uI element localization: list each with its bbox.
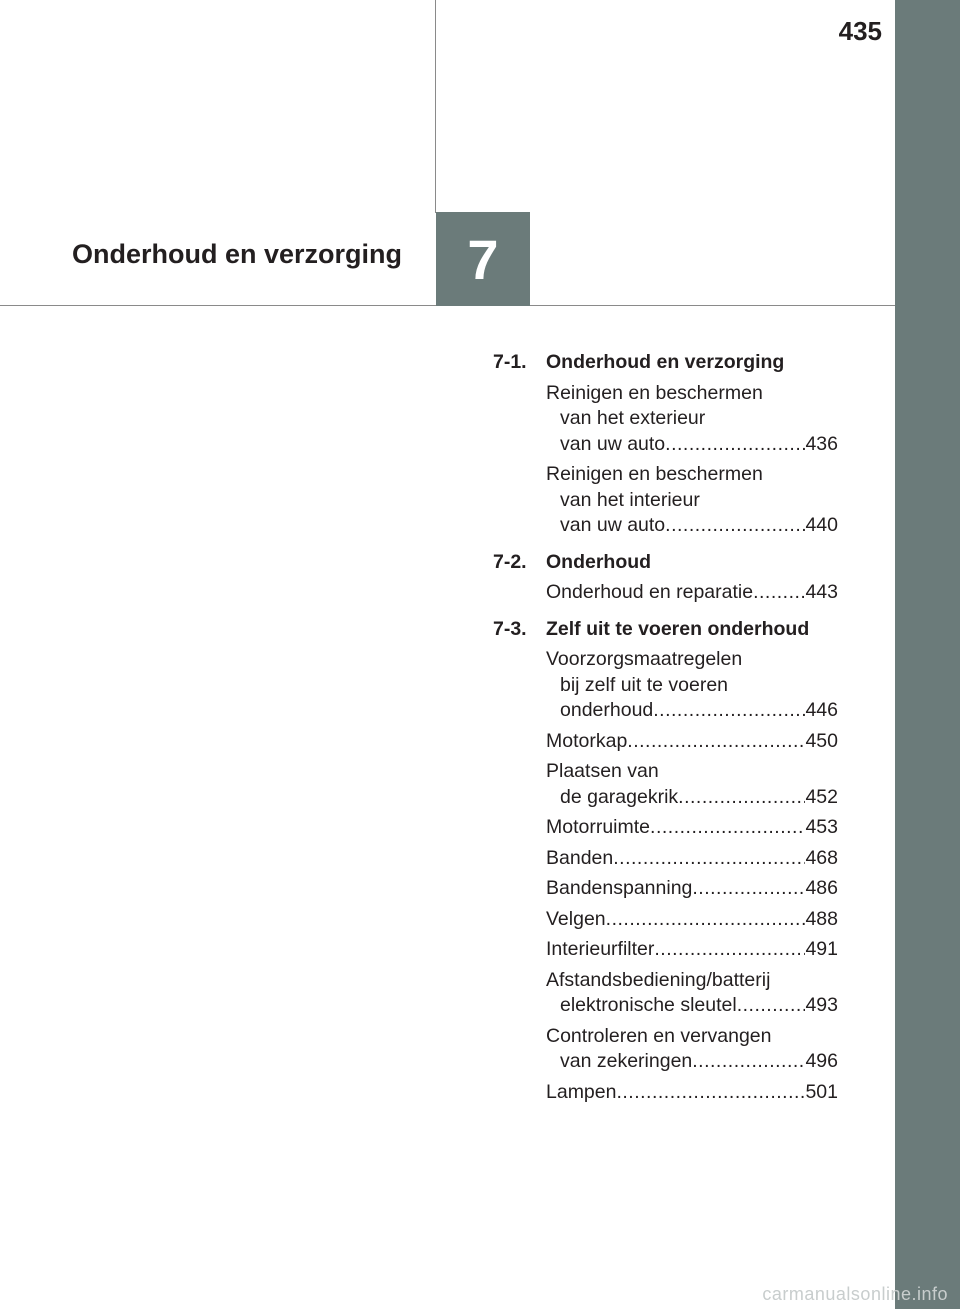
entry-line: Voorzorgsmaatregelen (546, 648, 743, 670)
entry-line: Afstandsbediening/batterij (546, 968, 771, 991)
section-title: Zelf uit te voeren onderhoud (546, 617, 810, 640)
toc-entry-lampen[interactable] (546, 1080, 838, 1106)
entry-line: de garagekrik (560, 785, 679, 808)
dot-leader (665, 432, 805, 458)
toc-entry-motorkap[interactable] (546, 729, 838, 755)
entry-leader-line (546, 876, 838, 902)
table-of-contents (493, 350, 838, 1110)
section-title: Onderhoud (546, 550, 652, 573)
dot-leader (753, 580, 805, 606)
chapter-side-tab (895, 0, 960, 1309)
entry-leader-line (546, 432, 838, 458)
dot-leader (678, 785, 805, 811)
entry-line: Reinigen en beschermen (546, 463, 763, 485)
entry-line: Onderhoud en reparatie (546, 581, 754, 603)
entry-page-number: 436 (805, 432, 838, 455)
section-number: 7-2. (493, 550, 527, 573)
entry-leader-line (546, 698, 838, 724)
entry-page-number: 452 (805, 785, 838, 808)
dot-leader (650, 815, 805, 841)
dot-leader (653, 698, 805, 724)
toc-entry-voorzorgsmaatregelen[interactable] (546, 647, 838, 724)
dot-leader (654, 937, 805, 963)
toc-section-7-2 (493, 550, 838, 576)
entry-page-number: 446 (805, 699, 838, 721)
toc-entry-banden[interactable] (546, 846, 838, 872)
entry-page-number: 468 (805, 846, 838, 869)
entry-line: Reinigen en beschermen (546, 381, 763, 404)
entry-page-number: 496 (805, 1050, 838, 1072)
entry-page-number: 493 (805, 994, 838, 1016)
toc-section-7-1 (493, 350, 838, 376)
entry-page-number: 443 (805, 581, 838, 603)
dot-leader (606, 907, 806, 933)
section-number: 7-3. (493, 617, 527, 640)
toc-entry-interieur[interactable] (546, 462, 838, 539)
entry-line: bij zelf uit te voeren (560, 673, 729, 696)
toc-entry-zekeringen[interactable] (546, 1024, 838, 1075)
entry-leader-line (546, 937, 838, 963)
entry-leader-line (546, 785, 838, 811)
entry-line: onderhoud (560, 699, 654, 721)
dot-leader (737, 993, 806, 1019)
toc-entry-onderhoud-reparatie[interactable] (546, 580, 838, 606)
dot-leader (692, 876, 805, 902)
dot-leader (692, 1049, 805, 1075)
section-title: Onderhoud en verzorging (546, 351, 785, 373)
toc-entry-motorruimte[interactable] (546, 815, 838, 841)
entry-line: van uw auto (560, 514, 666, 536)
entry-leader-line (546, 1080, 838, 1106)
toc-entry-exterieur[interactable] (546, 381, 838, 458)
toc-entry-interieurfilter[interactable] (546, 937, 838, 963)
entry-leader-line (546, 993, 838, 1019)
toc-section-7-3 (493, 617, 838, 643)
entry-line: Lampen (546, 1080, 617, 1103)
entry-page-number: 486 (805, 877, 838, 899)
entry-leader-line (546, 1049, 838, 1075)
entry-leader-line (546, 580, 838, 606)
entry-leader-line (546, 846, 838, 872)
entry-line: elektronische sleutel (560, 994, 737, 1016)
vertical-rule (435, 0, 436, 213)
entry-leader-line (546, 729, 838, 755)
toc-entry-afstandsbediening[interactable] (546, 968, 838, 1019)
entry-leader-line (546, 815, 838, 841)
entry-line: van het interieur (560, 488, 700, 511)
entry-line: Bandenspanning (546, 877, 693, 899)
entry-page-number: 488 (805, 907, 838, 930)
watermark: carmanualsonline.info (762, 1284, 948, 1304)
entry-leader-line (546, 907, 838, 933)
entry-line: Interieurfilter (546, 938, 655, 960)
entry-line: van het exterieur (560, 407, 706, 429)
entry-line: van uw auto (560, 432, 666, 455)
entry-leader-line (546, 513, 838, 539)
entry-line: Banden (546, 846, 614, 869)
dot-leader (613, 846, 805, 872)
entry-line: Motorruimte (546, 816, 651, 838)
entry-line: van zekeringen (560, 1050, 693, 1072)
section-number: 7-1. (493, 351, 527, 373)
entry-line: Plaatsen van (546, 760, 659, 782)
chapter-number-box: 7 (436, 212, 530, 306)
dot-leader (616, 1080, 805, 1106)
entry-line: Controleren en vervangen (546, 1024, 772, 1047)
toc-entry-velgen[interactable] (546, 907, 838, 933)
entry-page-number: 501 (805, 1080, 838, 1103)
entry-page-number: 491 (805, 938, 838, 960)
dot-leader (627, 729, 805, 755)
page-number: 435 (838, 16, 882, 46)
chapter-title: Onderhoud en verzorging (72, 239, 403, 269)
entry-line: Velgen (546, 907, 606, 930)
toc-entry-garagekrik[interactable] (546, 759, 838, 810)
entry-page-number: 440 (805, 514, 838, 536)
entry-page-number: 450 (805, 729, 838, 752)
entry-page-number: 453 (805, 816, 838, 838)
toc-entry-bandenspanning[interactable] (546, 876, 838, 902)
entry-line: Motorkap (546, 729, 628, 752)
dot-leader (665, 513, 805, 539)
